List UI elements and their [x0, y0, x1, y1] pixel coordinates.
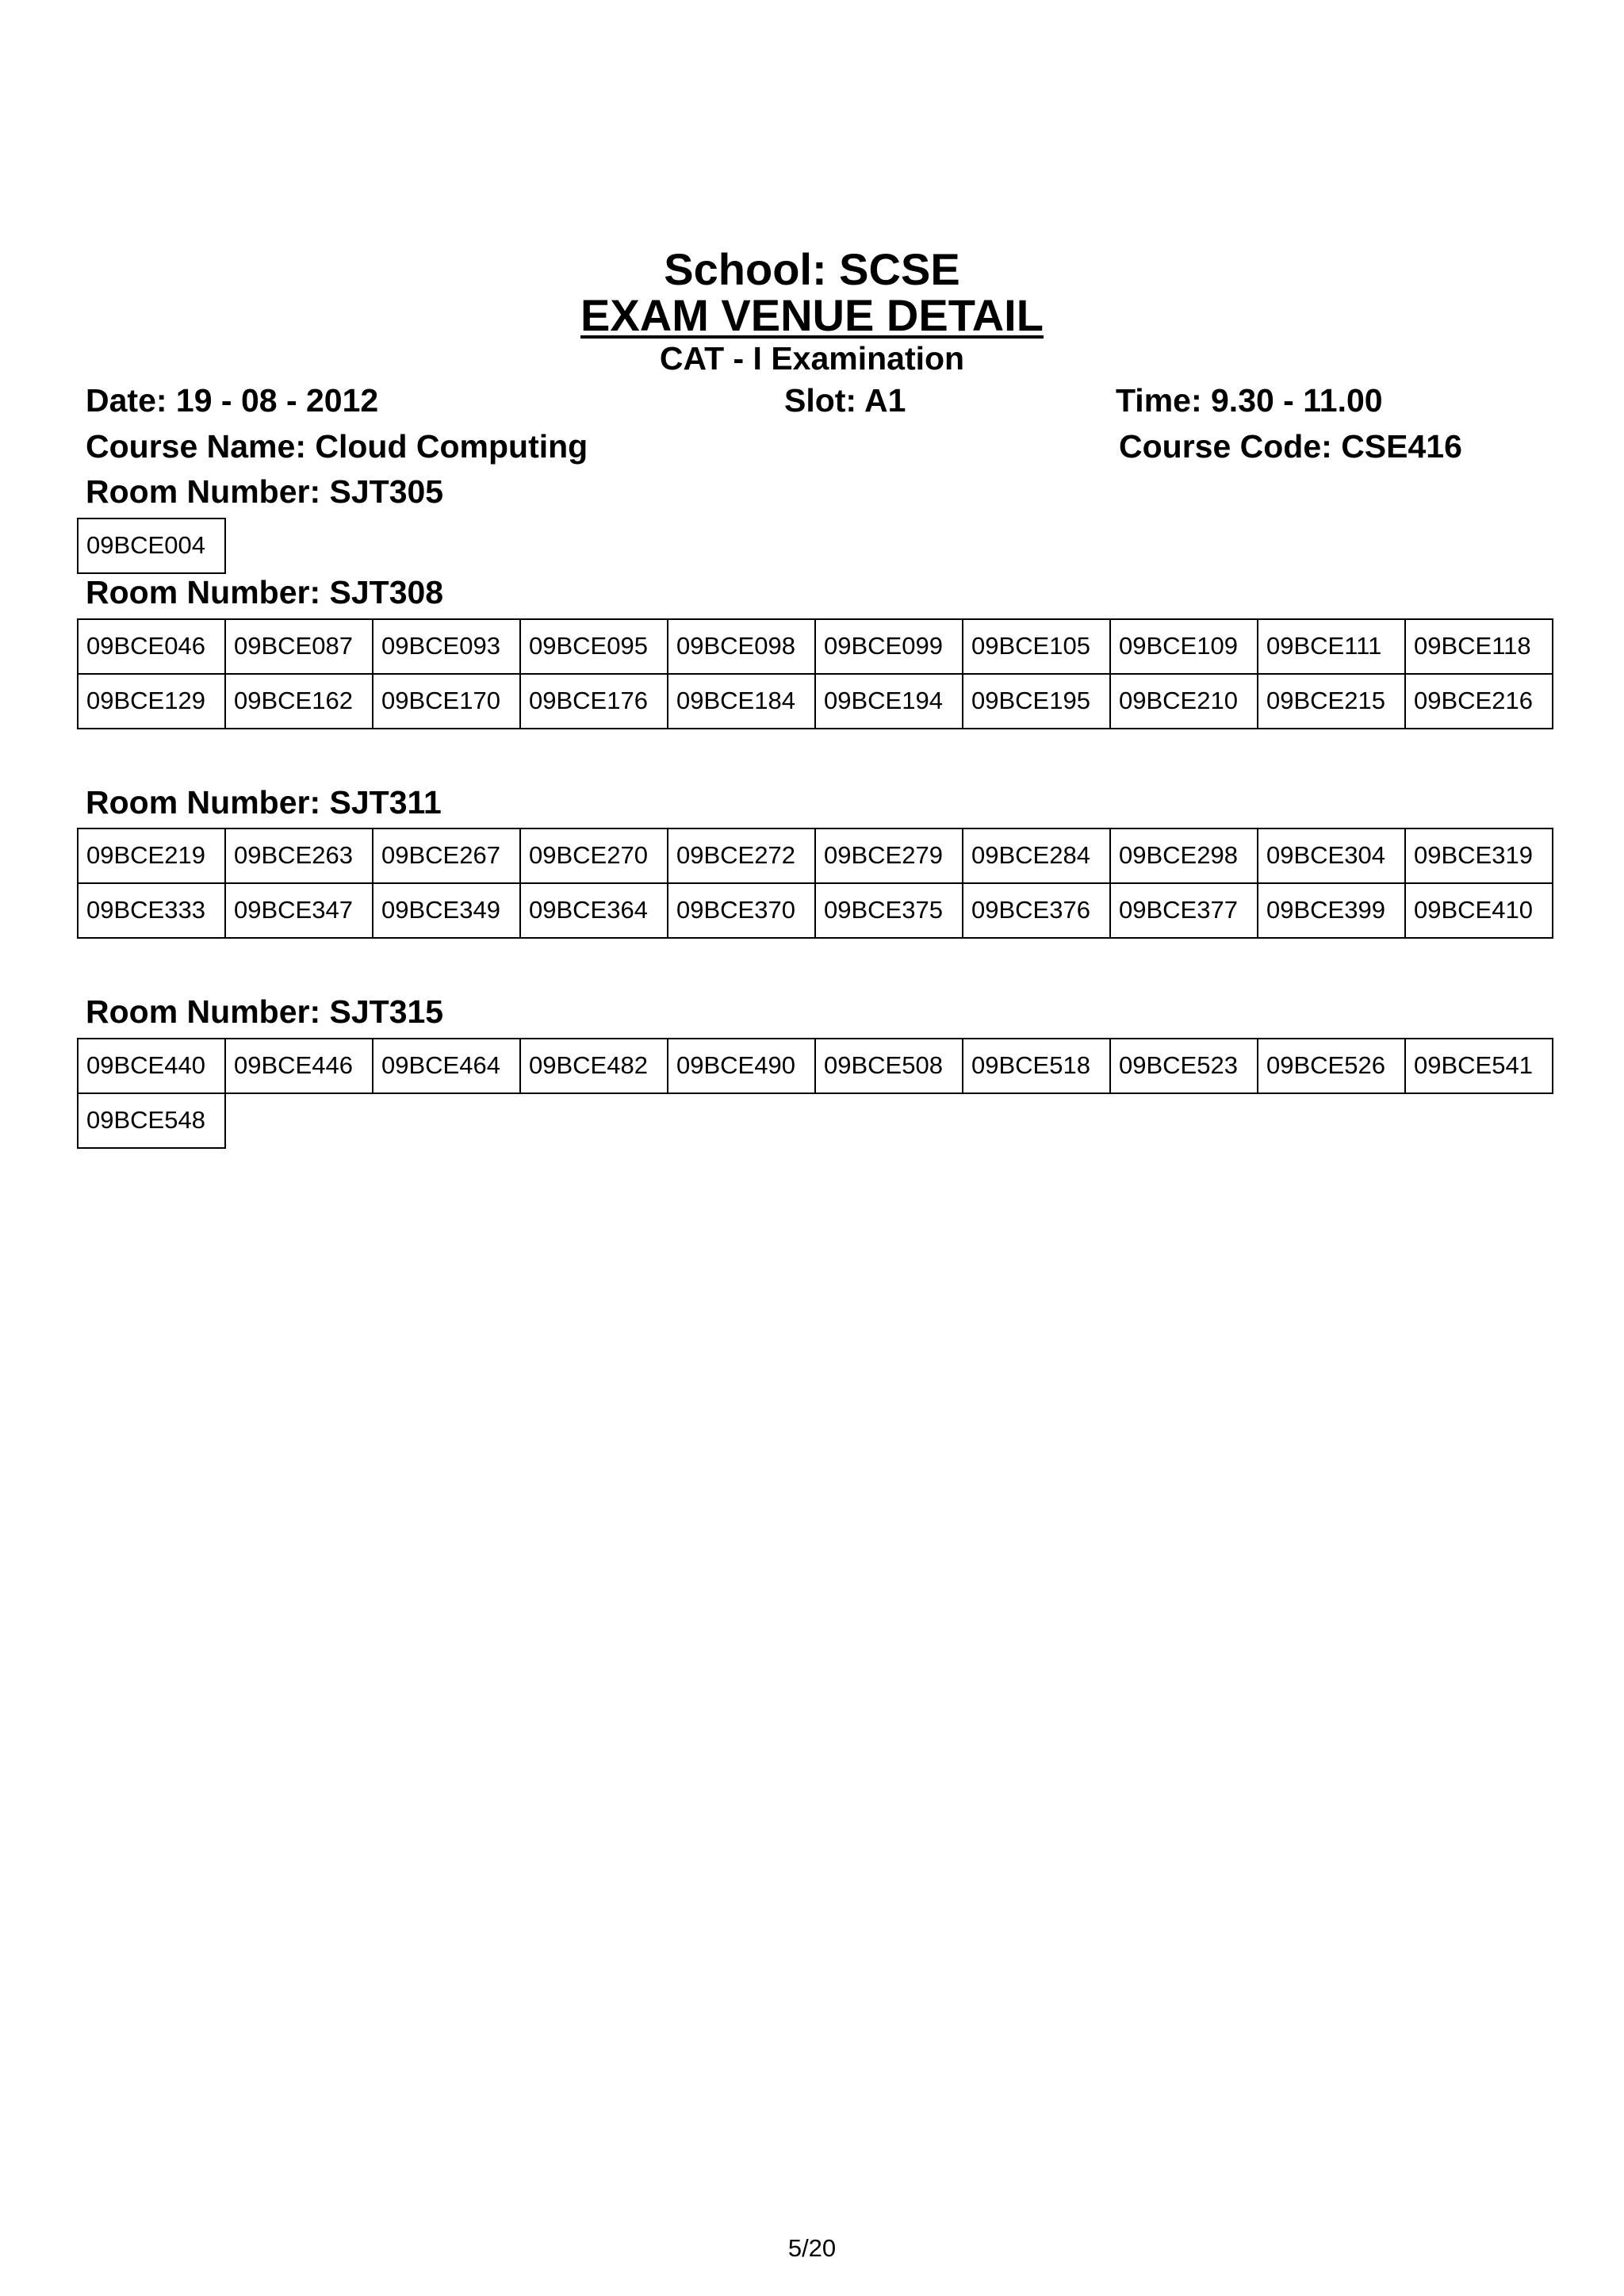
student-id-cell: 09BCE370	[667, 882, 816, 939]
exam-time: Time: 9.30 - 11.00	[1116, 382, 1383, 419]
student-id-cell: 09BCE377	[1109, 882, 1258, 939]
student-id-cell: 09BCE440	[77, 1038, 226, 1094]
student-id-cell: 09BCE464	[372, 1038, 521, 1094]
exam-name: CAT - I Examination	[659, 340, 965, 377]
student-id-cell: 09BCE284	[962, 828, 1111, 884]
student-id-cell: 09BCE215	[1257, 673, 1406, 729]
student-id-cell: 09BCE347	[224, 882, 373, 939]
exam-slot: Slot: A1	[784, 382, 906, 419]
student-id-cell: 09BCE216	[1404, 673, 1553, 729]
room-table-sjt311	[77, 828, 1552, 937]
student-id-cell: 09BCE263	[224, 828, 373, 884]
student-id-cell: 09BCE508	[814, 1038, 963, 1094]
room-heading-sjt308: Room Number: SJT308	[86, 574, 444, 610]
student-id-cell: 09BCE490	[667, 1038, 816, 1094]
student-id-cell: 09BCE194	[814, 673, 963, 729]
student-id-cell: 09BCE541	[1404, 1038, 1553, 1094]
student-id-cell: 09BCE319	[1404, 828, 1553, 884]
student-id-cell: 09BCE162	[224, 673, 373, 729]
student-id-cell: 09BCE267	[372, 828, 521, 884]
page-number: 5/20	[787, 2234, 837, 2262]
student-id-cell: 09BCE176	[519, 673, 668, 729]
room-table-sjt315	[77, 1038, 1552, 1147]
student-id-cell: 09BCE523	[1109, 1038, 1258, 1094]
student-id-cell: 09BCE170	[372, 673, 521, 729]
document-title	[0, 288, 1624, 343]
student-id-cell: 09BCE219	[77, 828, 226, 884]
student-id-cell: 09BCE482	[519, 1038, 668, 1094]
student-id-cell: 09BCE109	[1109, 618, 1258, 675]
student-id-cell: 09BCE195	[962, 673, 1111, 729]
student-id-cell: 09BCE098	[667, 618, 816, 675]
student-id-cell: 09BCE004	[77, 518, 226, 574]
student-id-cell: 09BCE376	[962, 882, 1111, 939]
student-id-cell: 09BCE095	[519, 618, 668, 675]
student-id-cell: 09BCE272	[667, 828, 816, 884]
student-id-cell: 09BCE364	[519, 882, 668, 939]
student-id-cell: 09BCE333	[77, 882, 226, 939]
student-id-cell: 09BCE518	[962, 1038, 1111, 1094]
room-heading-sjt315: Room Number: SJT315	[86, 993, 444, 1030]
student-id-cell: 09BCE184	[667, 673, 816, 729]
student-id-cell: 09BCE129	[77, 673, 226, 729]
student-id-cell: 09BCE410	[1404, 882, 1553, 939]
room-heading-sjt311: Room Number: SJT311	[86, 784, 442, 821]
room-table-sjt308	[77, 618, 1552, 728]
student-id-cell: 09BCE548	[77, 1093, 226, 1149]
student-id-cell: 09BCE111	[1257, 618, 1406, 675]
student-id-cell: 09BCE399	[1257, 882, 1406, 939]
student-id-cell: 09BCE526	[1257, 1038, 1406, 1094]
student-id-cell: 09BCE270	[519, 828, 668, 884]
document-title-text: EXAM VENUE DETAIL	[580, 290, 1044, 340]
student-id-cell: 09BCE210	[1109, 673, 1258, 729]
student-id-cell: 09BCE087	[224, 618, 373, 675]
room-table-sjt305	[77, 518, 1552, 572]
student-id-cell: 09BCE099	[814, 618, 963, 675]
student-id-cell: 09BCE375	[814, 882, 963, 939]
student-id-cell: 09BCE304	[1257, 828, 1406, 884]
student-id-cell: 09BCE093	[372, 618, 521, 675]
student-id-cell: 09BCE279	[814, 828, 963, 884]
student-id-cell: 09BCE446	[224, 1038, 373, 1094]
course-code: Course Code: CSE416	[1119, 428, 1462, 465]
student-id-cell: 09BCE298	[1109, 828, 1258, 884]
student-id-cell: 09BCE349	[372, 882, 521, 939]
school-heading: School: SCSE	[664, 244, 960, 294]
course-name: Course Name: Cloud Computing	[86, 428, 588, 465]
student-id-cell: 09BCE118	[1404, 618, 1553, 675]
room-heading-sjt305: Room Number: SJT305	[86, 473, 444, 510]
exam-date: Date: 19 - 08 - 2012	[86, 382, 379, 419]
student-id-cell: 09BCE105	[962, 618, 1111, 675]
student-id-cell: 09BCE046	[77, 618, 226, 675]
